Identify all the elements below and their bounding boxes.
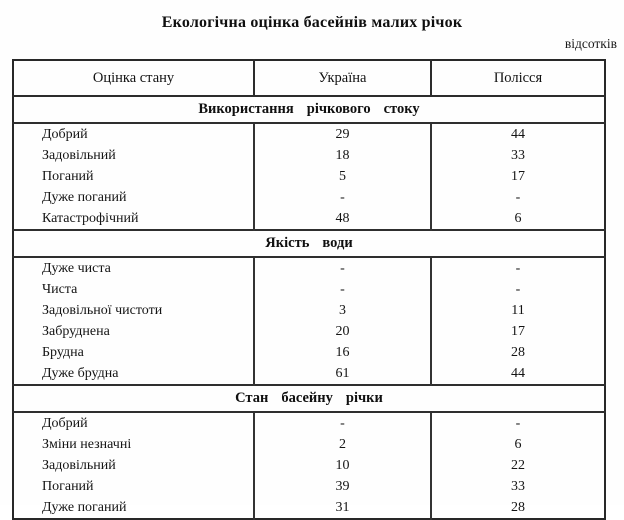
polissia-value: - [431,279,605,300]
section-header-basin-state [13,385,605,412]
ukraine-value: 3 [254,300,431,321]
polissia-value: 44 [431,123,605,145]
ukraine-value: 48 [254,208,431,230]
column-header-polissia: Полісся [431,60,605,96]
page-title: Екологічна оцінка басейнів малих річок [161,14,463,31]
ukraine-value: 16 [254,342,431,363]
table-row [13,166,605,187]
table-header-row [13,60,605,96]
ukraine-value: 20 [254,321,431,342]
ukraine-value: 61 [254,363,431,385]
table-row [13,476,605,497]
table-row [13,455,605,476]
ukraine-value: 31 [254,497,431,519]
table-row [13,208,605,230]
polissia-value: 17 [431,321,605,342]
polissia-value: 44 [431,363,605,385]
row-label: Задовільної чистоти [42,302,163,318]
row-label: Поганий [42,168,94,184]
table-row [13,187,605,208]
row-label: Зміни незначні [42,436,132,452]
row-label: Катастрофічний [42,210,139,226]
row-label: Задовільний [42,457,116,473]
polissia-value: 11 [431,300,605,321]
column-header-assessment: Оцінка стану [13,60,254,96]
row-label: Задовільний [42,147,116,163]
column-header-ukraine: Україна [254,60,431,96]
row-label: Забруднена [42,323,110,339]
polissia-value: 6 [431,434,605,455]
row-label: Чиста [42,281,78,297]
section-title: Використання річкового стоку [13,96,605,123]
section-title: Стан басейну річки [13,385,605,412]
table-row [13,300,605,321]
table-row [13,497,605,519]
polissia-value: 28 [431,497,605,519]
row-label: Дуже чиста [42,260,111,276]
table-row [13,434,605,455]
table-row [13,123,605,145]
ukraine-value: 39 [254,476,431,497]
polissia-value: - [431,412,605,434]
ukraine-value: 29 [254,123,431,145]
table-row [13,363,605,385]
polissia-value: 28 [431,342,605,363]
polissia-value: - [431,257,605,279]
polissia-value: 22 [431,455,605,476]
ukraine-value: 5 [254,166,431,187]
table-row [13,412,605,434]
ukraine-value: 2 [254,434,431,455]
ukraine-value: - [254,257,431,279]
row-label: Добрий [42,415,88,431]
polissia-value: 17 [431,166,605,187]
table-row [13,279,605,300]
table-row [13,145,605,166]
table-row [13,257,605,279]
section-title: Якість води [13,230,605,257]
ukraine-value: 10 [254,455,431,476]
row-label: Добрий [42,126,88,142]
row-label: Дуже брудна [42,365,119,381]
ukraine-value: - [254,412,431,434]
ukraine-value: - [254,187,431,208]
table-row [13,321,605,342]
polissia-value: 33 [431,476,605,497]
row-label: Брудна [42,344,84,360]
ukraine-value: - [254,279,431,300]
table-row [13,342,605,363]
section-header-river-flow-use [13,96,605,123]
row-label: Поганий [42,478,94,494]
ukraine-value: 18 [254,145,431,166]
polissia-value: - [431,187,605,208]
polissia-value: 33 [431,145,605,166]
polissia-value: 6 [431,208,605,230]
section-header-water-quality [13,230,605,257]
row-label: Дуже поганий [42,189,127,205]
row-label: Дуже поганий [42,499,127,515]
unit-label: відсотків [564,36,617,51]
assessment-table [12,59,606,520]
